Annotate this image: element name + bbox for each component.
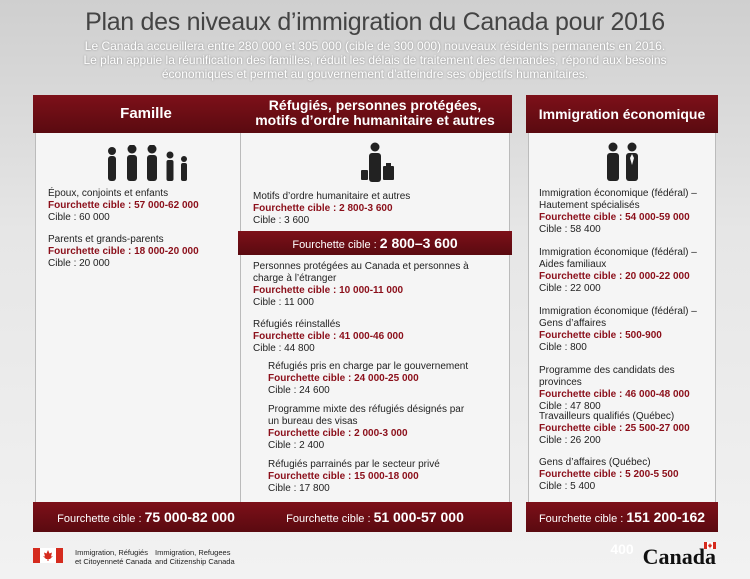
famille-footer — [33, 502, 259, 532]
canada-wordmark: Canada — [642, 544, 716, 569]
entry-target: Cible : 26 200 — [539, 435, 601, 446]
entry-range: Fourchette cible : 18 000-20 000 — [48, 246, 199, 257]
entry-name: Époux, conjoints et enfants — [48, 188, 169, 199]
list-item — [268, 459, 440, 495]
entry-range: Fourchette cible : 57 000-62 000 — [48, 200, 199, 211]
entry-range: Fourchette cible : 5 200-5 500 — [539, 469, 679, 480]
list-item — [268, 361, 468, 397]
entry-range: Fourchette cible : 20 000-22 000 — [539, 271, 690, 282]
entry-target: Cible : 22 000 — [539, 283, 601, 294]
entry-name: Personnes protégées au Canada et personnes à — [253, 261, 469, 272]
entry-name: Programme des candidats des provinces — [539, 365, 675, 388]
entry-name: Réfugiés réinstallés — [253, 319, 341, 330]
footer-value: 51 000-57 000 — [373, 509, 464, 525]
entry-name: Motifs d’ordre humanitaire et autres — [253, 191, 411, 202]
list-item — [253, 261, 469, 309]
entry-name: un bureau des visas — [268, 416, 358, 427]
entry-range: Fourchette cible : 2 000-3 000 — [268, 428, 408, 439]
entry-target: Cible : 2 400 — [268, 440, 325, 451]
refugies-column — [240, 95, 510, 532]
band-value: 2 800–3 600 — [379, 235, 458, 251]
list-item — [539, 411, 690, 447]
motifs-range-band — [238, 231, 512, 255]
entry-name: Travailleurs qualifiés (Québec) — [539, 411, 675, 422]
list-item — [253, 319, 404, 355]
canada-flag-icon — [33, 548, 63, 563]
page-footer — [0, 540, 750, 579]
entry-range: Fourchette cible : 24 000-25 000 — [268, 373, 419, 384]
refugies-heading-line: Réfugiés, personnes protégées, — [268, 97, 482, 113]
list-item — [539, 306, 697, 354]
dept-line: et Citoyenneté Canada — [75, 557, 152, 566]
entry-range: Fourchette cible : 25 500-27 000 — [539, 423, 690, 434]
list-item — [48, 188, 199, 224]
list-item — [539, 457, 679, 493]
refugies-heading-line: motifs d’ordre humanitaire et autres — [255, 112, 495, 128]
list-item — [253, 191, 410, 227]
subtitle-line: Le Canada accueillera entre 280 000 et 305 000 (cible de 300 000) nouveaux résidents permanents en 2016. — [84, 39, 666, 53]
entry-name: Hautement spécialisés — [539, 200, 640, 211]
dept-line: Immigration, Réfugiés — [75, 548, 148, 557]
entry-target: Cible : 47 800 — [539, 401, 601, 412]
entry-range: Fourchette cible : 2 800-3 600 — [253, 203, 393, 214]
entry-target: Cible : 3 600 — [253, 215, 310, 226]
footer-label: Fourchette cible : — [538, 513, 624, 525]
refugies-footer — [238, 502, 512, 532]
entry-target: Cible : 58 400 — [539, 224, 601, 235]
economique-heading: Immigration économique — [526, 95, 718, 133]
footer-label: Fourchette cible : — [286, 513, 371, 525]
entry-range: Fourchette cible : 46 000-48 000 — [539, 389, 690, 400]
refugies-heading — [238, 95, 512, 133]
list-item — [539, 247, 697, 295]
entry-target: Cible : 60 000 — [48, 212, 110, 223]
entry-name: Parents et grands-parents — [48, 234, 164, 245]
entry-range: Fourchette cible : 10 000-11 000 — [253, 285, 404, 296]
entry-range: Fourchette cible : 41 000-46 000 — [253, 331, 404, 342]
entry-name: Programme mixte des réfugiés désignés par — [268, 404, 465, 415]
subtitle-line: économiques et permet au gouvernement d’atteindre ses objectifs humanitaires. — [161, 67, 589, 81]
entry-target: Cible : 11 000 — [253, 297, 314, 308]
famille-column — [35, 95, 257, 532]
page-title: Plan des niveaux d’immigration du Canada pour 2016 — [85, 8, 665, 36]
entry-range: Fourchette cible : 54 000-59 000 — [539, 212, 690, 223]
band-label: Fourchette cible : — [292, 239, 377, 251]
dept-line: and Citizenship Canada — [155, 557, 235, 566]
dept-line: Immigration, Refugees — [155, 548, 231, 557]
footer-label: Fourchette cible : — [57, 513, 142, 525]
list-item — [539, 365, 715, 413]
entry-target: Cible : 5 400 — [539, 481, 596, 492]
subtitle-line: Le plan appuie la réunification des familles, réduit les délais de traitement des demandes, répond aux besoins — [83, 53, 667, 67]
entry-target: Cible : 17 800 — [268, 483, 330, 494]
entry-name: Réfugiés pris en charge par le gouvernement — [268, 361, 469, 372]
department-name-fr — [75, 548, 152, 566]
family-icon — [102, 145, 192, 181]
workers-icon — [605, 141, 641, 181]
list-item — [48, 234, 199, 270]
entry-name: Immigration économique (fédéral) – — [539, 247, 697, 258]
entry-range: Fourchette cible : 500-900 — [539, 330, 662, 341]
entry-range: Fourchette cible : 15 000-18 000 — [268, 471, 419, 482]
entry-name: Immigration économique (fédéral) – — [539, 188, 697, 199]
infographic-header — [0, 8, 750, 81]
entry-target: Cible : 20 000 — [48, 258, 110, 269]
famille-heading: Famille — [33, 95, 259, 133]
entry-name: Réfugiés parrainés par le secteur privé — [268, 459, 440, 470]
footer-value: 75 000-82 000 — [144, 509, 235, 525]
refugee-icon — [357, 142, 397, 182]
entry-target: Cible : 24 600 — [268, 385, 330, 396]
department-name-en — [155, 548, 235, 566]
list-item — [268, 404, 464, 452]
entry-name: Gens d’affaires — [539, 318, 607, 329]
entry-target: Cible : 44 800 — [253, 343, 315, 354]
footer-value: 151 200-162 400 — [610, 509, 706, 557]
list-item — [539, 188, 697, 236]
page-subtitle — [0, 39, 750, 81]
entry-name: Immigration économique (fédéral) – — [539, 306, 697, 317]
entry-name: Gens d’affaires (Québec) — [539, 457, 651, 468]
entry-name: charge à l’étranger — [253, 273, 337, 284]
entry-name: Aides familiaux — [539, 259, 607, 270]
entry-target: Cible : 800 — [539, 342, 587, 353]
